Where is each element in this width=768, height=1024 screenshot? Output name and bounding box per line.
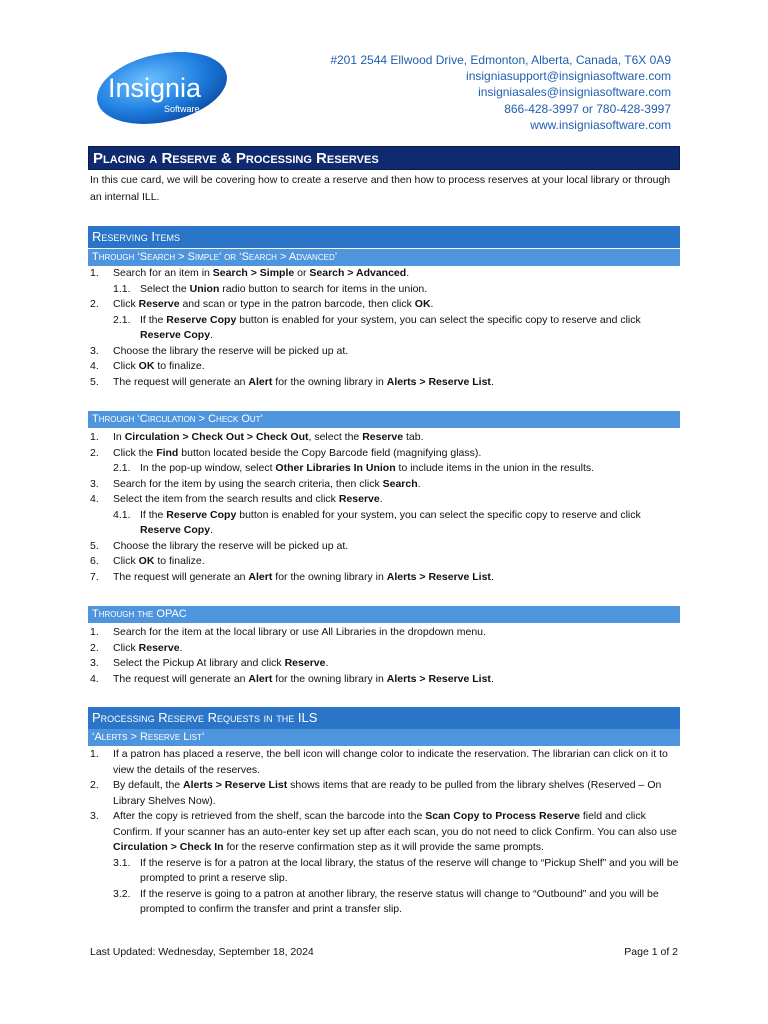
step-item bbox=[88, 492, 680, 508]
step-number: 4.1. bbox=[113, 508, 131, 521]
step-text: The request will generate an Alert for the owning library in Alerts > Reserve List. bbox=[113, 375, 494, 388]
step-number: 3. bbox=[90, 344, 99, 357]
step-number: 4. bbox=[90, 493, 99, 505]
step-number: 3. bbox=[90, 657, 99, 669]
step-item bbox=[88, 297, 680, 313]
step-text: Click Reserve and scan or type in the patron barcode, then click OK. bbox=[113, 298, 434, 310]
step-text: Choose the library the reserve will be picked up at. bbox=[113, 539, 349, 552]
logo-word: Insignia bbox=[108, 73, 202, 103]
document-title: Placing a Reserve & Processing Reserves bbox=[88, 146, 680, 170]
step-text: If the reserve is going to a patron at another library, the reserve status will change to “Outbound” and you will be prompted to confirm the transfer and print a transfer slip. bbox=[140, 887, 659, 915]
step-text: Click Reserve. bbox=[113, 641, 183, 654]
opac-steps-list bbox=[88, 625, 680, 687]
step-text: In Circulation > Check Out > Check Out, select the Reserve tab. bbox=[113, 431, 424, 443]
intro-paragraph: In this cue card, we will be covering how to create a reserve and then how to process reserves at your local library or through an internal ILL. bbox=[90, 174, 671, 203]
step-number: 1. bbox=[90, 267, 99, 279]
step-number: 2. bbox=[90, 446, 99, 459]
step-text: By default, the Alerts > Reserve List shows items that are ready to be pulled from the library shelves (Reserved – On Library Shelves Now). bbox=[113, 779, 662, 807]
step-item bbox=[88, 554, 680, 570]
step-number: 3.1. bbox=[113, 856, 131, 869]
step-item bbox=[88, 266, 680, 282]
sub-step-item bbox=[88, 461, 680, 477]
subsection-alerts: ‘Alerts > Reserve List’ bbox=[88, 729, 680, 746]
step-number: 1. bbox=[90, 748, 99, 760]
insignia-logo bbox=[92, 46, 234, 126]
step-item bbox=[88, 656, 680, 672]
step-text: Select the Union radio button to search for items in the union. bbox=[140, 282, 428, 295]
step-text: If the Reserve Copy button is enabled for your system, you can select the specific copy to reserve and click Reserve Copy. bbox=[140, 313, 641, 341]
step-number: 2. bbox=[90, 298, 99, 310]
step-number: 1. bbox=[90, 626, 99, 638]
step-text: After the copy is retrieved from the shelf, scan the barcode into the Scan Copy to Process Reserve field and click Confirm. If your scanner has an auto-enter key set up after each scan, you do not need to click Confirm. You can also use Circulation > Check In for the reserve confirmation step as it will provide the same prompts. bbox=[113, 810, 677, 853]
step-text: Search for an item in Search > Simple or Search > Advanced. bbox=[113, 267, 410, 279]
website-link[interactable]: www.insigniasoftware.com bbox=[530, 117, 671, 132]
sub-step-item bbox=[88, 508, 680, 539]
step-text: In the pop-up window, select Other Libraries In Union to include items in the union in the results. bbox=[140, 462, 595, 474]
step-text: If the Reserve Copy button is enabled for your system, you can select the specific copy to reserve and click Reserve Copy. bbox=[140, 508, 641, 536]
step-number: 5. bbox=[90, 375, 99, 388]
phone: 866-428-3997 or 780-428-3997 bbox=[504, 101, 671, 116]
step-text: Click OK to finalize. bbox=[113, 360, 205, 372]
address: #201 2544 Ellwood Drive, Edmonton, Alberta, Canada, T6X 0A9 bbox=[330, 53, 671, 67]
step-number: 7. bbox=[90, 570, 99, 583]
step-text: The request will generate an Alert for the owning library in Alerts > Reserve List. bbox=[113, 570, 494, 583]
step-text: Search for the item at the local library or use All Libraries in the dropdown menu. bbox=[113, 626, 486, 638]
sub-step-item bbox=[88, 887, 680, 918]
step-item bbox=[88, 778, 680, 809]
step-text: Choose the library the reserve will be picked up at. bbox=[113, 344, 349, 357]
step-text: Select the Pickup At library and click Reserve. bbox=[113, 657, 329, 669]
step-number: 5. bbox=[90, 539, 99, 552]
logo-sub: Software bbox=[164, 104, 200, 114]
step-number: 2.1. bbox=[113, 462, 131, 474]
step-text: Search for the item by using the search criteria, then click Search. bbox=[113, 477, 421, 490]
page-number: Page 1 of 2 bbox=[624, 946, 678, 958]
subsection-opac: Through the OPAC bbox=[88, 606, 680, 623]
step-number: 2. bbox=[90, 779, 99, 791]
step-number: 4. bbox=[90, 360, 99, 372]
step-item bbox=[88, 641, 680, 657]
step-number: 4. bbox=[90, 672, 99, 685]
section-processing: Processing Reserve Requests in the ILS bbox=[88, 707, 680, 729]
step-item bbox=[88, 375, 680, 391]
subsection-search: Through ‘Search > Simple’ or ‘Search > Advanced’ bbox=[88, 249, 680, 266]
last-updated: Last Updated: Wednesday, September 18, 2024 bbox=[90, 946, 314, 958]
search-steps-list bbox=[88, 266, 680, 390]
step-number: 3.2. bbox=[113, 887, 131, 900]
step-text: If a patron has placed a reserve, the bell icon will change color to indicate the reservation. The librarian can click on it to view the details of the reserves. bbox=[113, 748, 668, 776]
alerts-steps-list bbox=[88, 747, 680, 918]
step-item bbox=[88, 446, 680, 462]
step-number: 1.1. bbox=[113, 282, 131, 295]
step-number: 1. bbox=[90, 431, 99, 443]
step-item bbox=[88, 344, 680, 360]
section-reserving-items: Reserving Items bbox=[88, 226, 680, 248]
sales-email[interactable]: insigniasales@insigniasoftware.com bbox=[478, 85, 671, 100]
sub-step-item bbox=[88, 856, 680, 887]
circulation-steps-list bbox=[88, 430, 680, 585]
step-text: Click OK to finalize. bbox=[113, 555, 205, 567]
step-item bbox=[88, 809, 680, 856]
subsection-circulation: Through ‘Circulation > Check Out’ bbox=[88, 411, 680, 428]
step-number: 3. bbox=[90, 810, 99, 822]
step-number: 2.1. bbox=[113, 313, 131, 326]
contact-block bbox=[330, 52, 671, 133]
step-item bbox=[88, 570, 680, 586]
step-text: The request will generate an Alert for the owning library in Alerts > Reserve List. bbox=[113, 672, 494, 685]
step-number: 6. bbox=[90, 555, 99, 567]
step-item bbox=[88, 477, 680, 493]
support-email[interactable]: insigniasupport@insigniasoftware.com bbox=[466, 69, 671, 84]
step-text: Click the Find button located beside the Copy Barcode field (magnifying glass). bbox=[113, 446, 482, 459]
step-number: 2. bbox=[90, 641, 99, 654]
step-item bbox=[88, 430, 680, 446]
step-item bbox=[88, 359, 680, 375]
step-item bbox=[88, 625, 680, 641]
sub-step-item bbox=[88, 313, 680, 344]
step-item bbox=[88, 539, 680, 555]
step-item bbox=[88, 747, 680, 778]
step-number: 3. bbox=[90, 477, 99, 490]
step-item bbox=[88, 672, 680, 688]
step-text: If the reserve is for a patron at the local library, the status of the reserve will change to “Pickup Shelf” and you will be prompted to print a reserve slip. bbox=[140, 856, 679, 884]
sub-step-item bbox=[88, 282, 680, 298]
step-text: Select the item from the search results and click Reserve. bbox=[113, 493, 383, 505]
